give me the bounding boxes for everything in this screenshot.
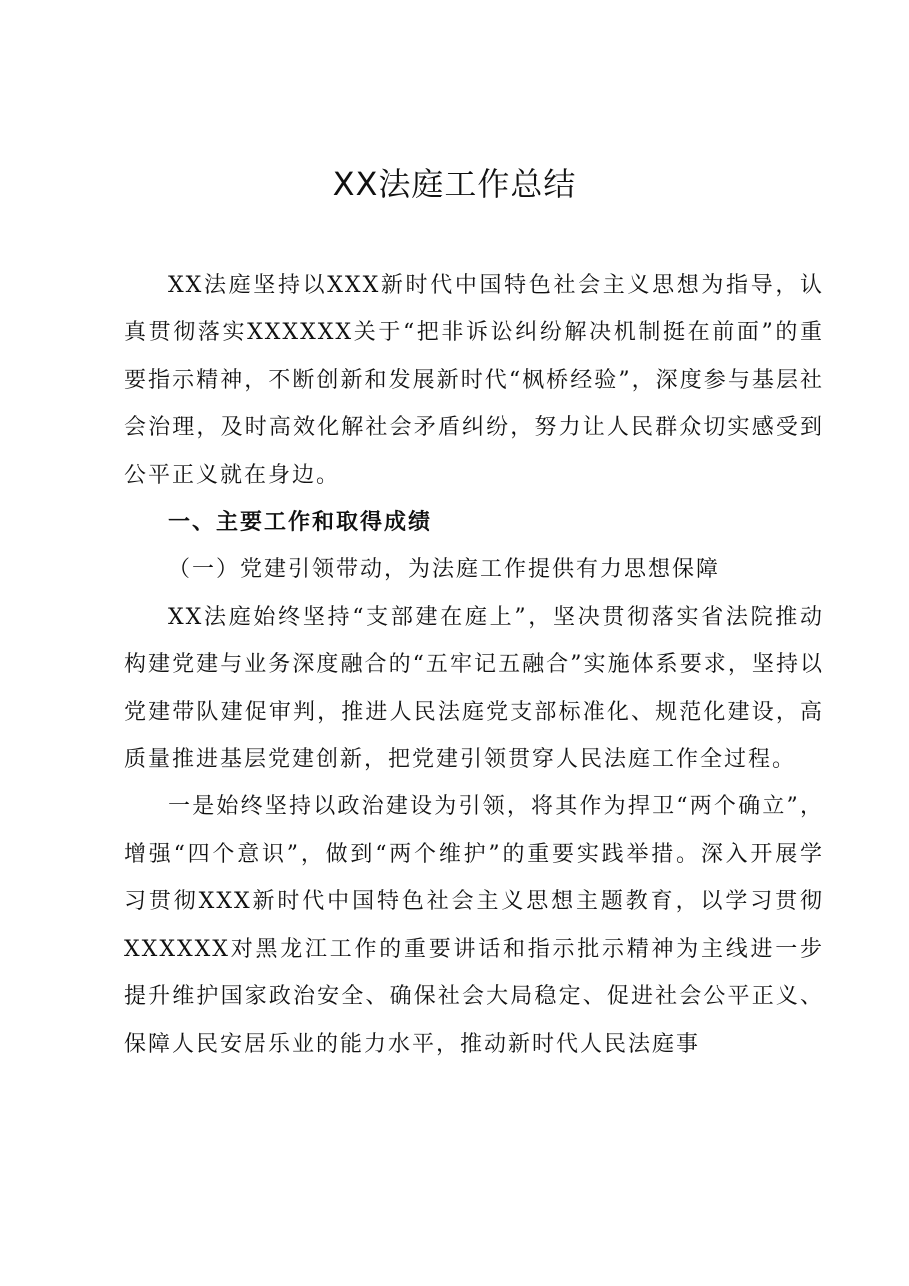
party-building-paragraph: XX法庭始终坚持“支部建在庭上”，坚决贯彻落实省法院推动构建党建与业务深度融合的“五牢记五融合”实施体系要求，坚持以党建带队建促审判，推进人民法庭党支部标准化、规范化建设，高质量推进基层党建创新，把党建引领贯穿人民法庭工作全过程。 bbox=[124, 604, 824, 773]
political-building-paragraph: 一是始终坚持以政治建设为引领，将其作为捍卫“两个确立”，增强“四个意识”，做到“两个维护”的重要实践举措。深入开展学习贯彻XXX新时代中国特色社会主义思想主题教育，以学习贯彻XXXXXX对黑龙江工作的重要讲话和指示批示精神为主线进一步提升维护国家政治安全、确保社会大局稳定、促进社会公平正义、保障人民安居乐业的能力水平，推动新时代人民法庭事 bbox=[124, 794, 824, 1057]
section-heading: 一、主要工作和取得成绩 bbox=[168, 510, 433, 536]
document-title: XX法庭工作总结 bbox=[332, 165, 577, 203]
subsection-heading: （一）党建引领带动，为法庭工作提供有力思想保障 bbox=[168, 557, 721, 583]
intro-paragraph: XX法庭坚持以XXX新时代中国特色社会主义思想为指导，认真贯彻落实XXXXXX关于“把非诉讼纠纷解决机制挺在前面”的重要指示精神，不断创新和发展新时代“枫桥经验”，深度参与基层社会治理，及时高效化解社会矛盾纠纷，努力让人民群众切实感受到公平正义就在身边。 bbox=[124, 273, 824, 488]
document-body bbox=[124, 262, 824, 1068]
